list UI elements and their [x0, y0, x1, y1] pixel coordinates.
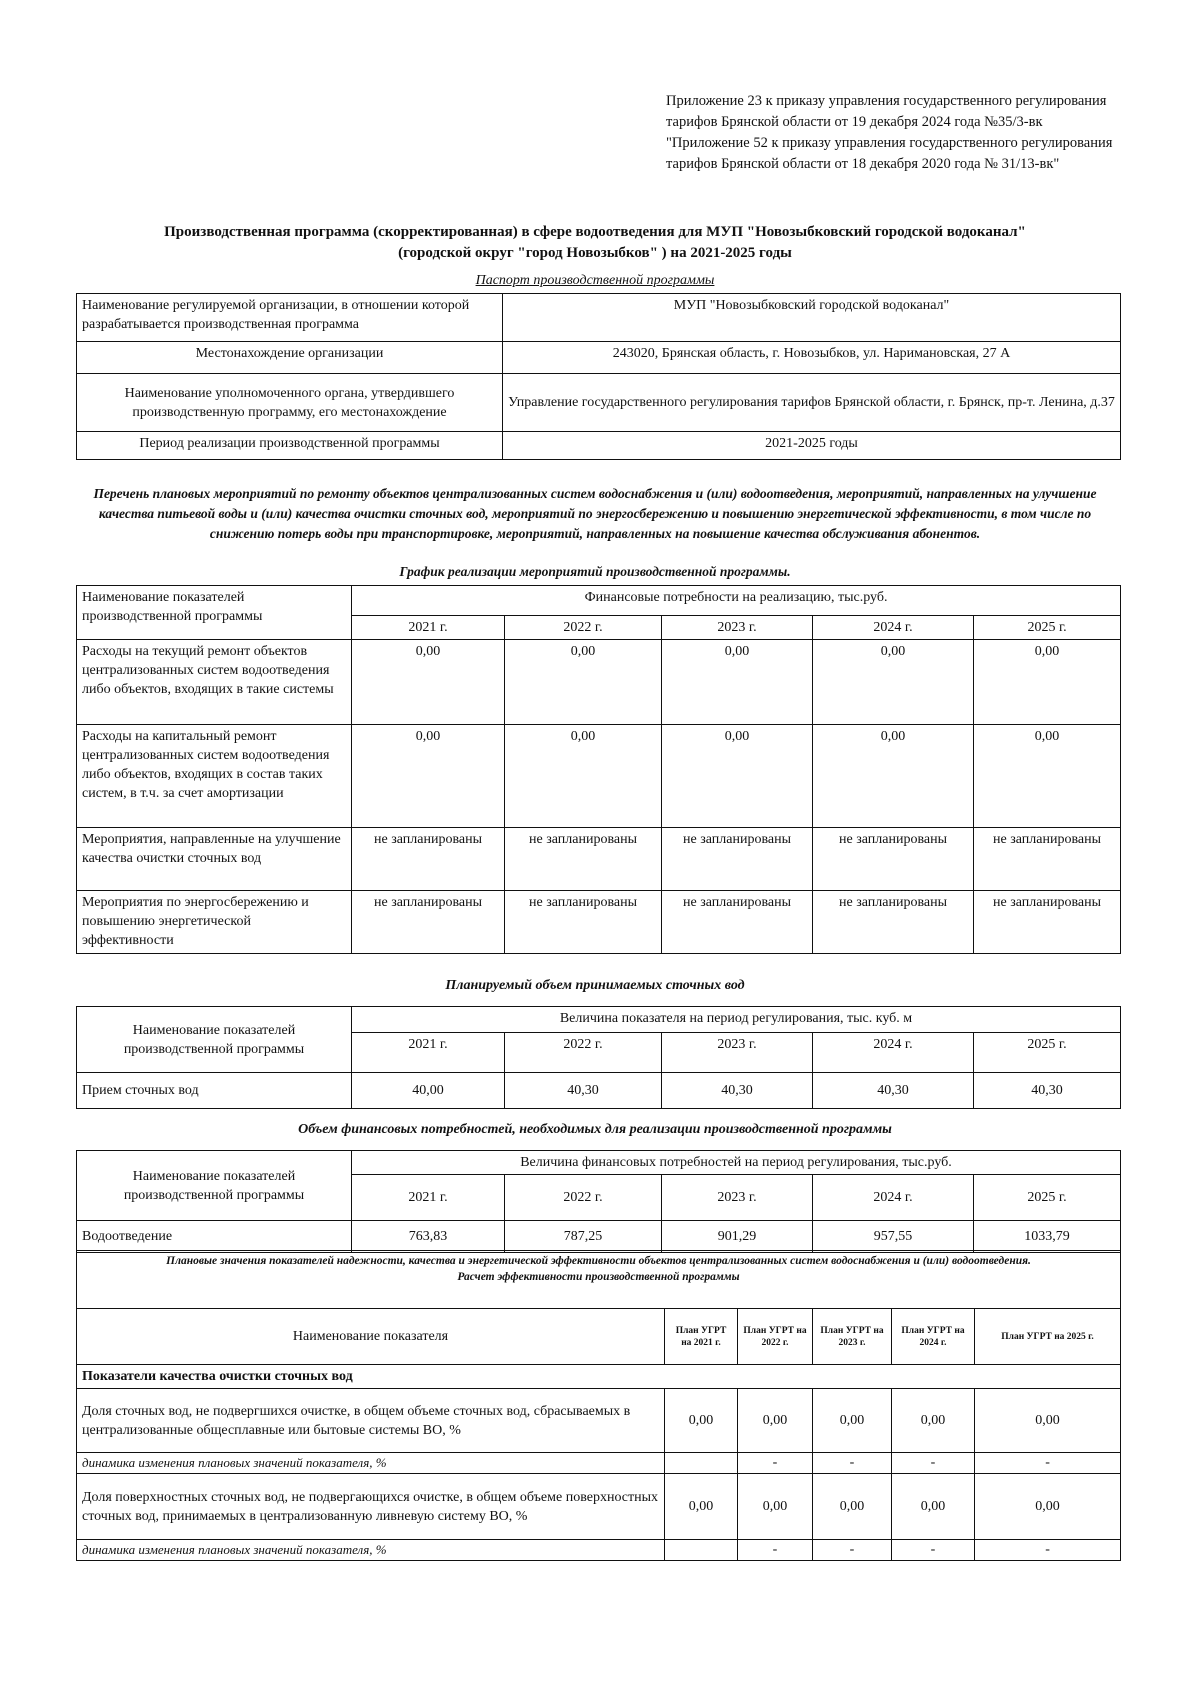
year-header: 2024 г.: [813, 1175, 974, 1221]
cell-value: 0,00: [813, 1389, 892, 1453]
cell-value: 0,00: [974, 725, 1121, 828]
cell-value: не запланированы: [662, 891, 813, 954]
header-block: [666, 91, 1126, 175]
cell-value: 0,00: [813, 725, 974, 828]
cell-value: 763,83: [352, 1221, 505, 1253]
cell-value: [665, 1540, 738, 1561]
cell-value: 0,00: [974, 640, 1121, 725]
schedule-head-group: Финансовые потребности на реализацию, тыс.руб.: [352, 586, 1121, 616]
plan-column-header: План УГРТ на 2023 г.: [813, 1309, 892, 1365]
efficiency-table: [76, 1250, 1121, 1561]
passport-label: Наименование уполномоченного органа, утвердившего производственную программу, его местонахождение: [77, 374, 503, 432]
dynamics-label: динамика изменения плановых значений показателя, %: [77, 1453, 665, 1474]
cell-value: не запланированы: [974, 828, 1121, 891]
cell-value: -: [813, 1453, 892, 1474]
schedule-caption: График реализации мероприятий производственной программы.: [399, 564, 791, 579]
dynamics-label: динамика изменения плановых значений показателя, %: [77, 1540, 665, 1561]
cell-value: [665, 1453, 738, 1474]
cell-value: 40,30: [974, 1073, 1121, 1109]
cell-value: не запланированы: [662, 828, 813, 891]
volume-caption: Планируемый объем принимаемых сточных вод: [445, 978, 745, 993]
year-header: 2024 г.: [813, 616, 974, 640]
year-header: 2025 г.: [974, 1033, 1121, 1073]
cell-value: -: [813, 1540, 892, 1561]
row-label: Расходы на текущий ремонт объектов централизованных систем водоотведения либо объектов, входящих в такие системы: [77, 640, 352, 725]
cell-value: 0,00: [892, 1474, 975, 1540]
cell-value: -: [738, 1453, 813, 1474]
cell-value: 0,00: [813, 640, 974, 725]
passport-value: 2021-2025 годы: [503, 432, 1121, 460]
cell-value: 901,29: [662, 1221, 813, 1253]
efficiency-head-label: Наименование показателя: [77, 1309, 665, 1365]
cell-value: 0,00: [665, 1474, 738, 1540]
cell-value: не запланированы: [813, 891, 974, 954]
measures-caption: Перечень плановых мероприятий по ремонту объектов централизованных систем водоснабжения и (или) водоотведения, мероприятий, направленных на улучшение качества питьевой воды и (или) качества очистки сточных вод, мероприятий по энергосбережению и повышению энергетической эффективности, в том числе по снижению потерь воды при транспортировке, мероприятий, направленных на повышение качества обслуживания абонентов.: [93, 486, 1097, 541]
passport-table: [76, 293, 1121, 460]
passport-label: Местонахождение организации: [77, 342, 503, 374]
cell-value: 0,00: [352, 640, 505, 725]
volume-head-group: Величина показателя на период регулирования, тыс. куб. м: [352, 1007, 1121, 1033]
cell-value: не запланированы: [505, 828, 662, 891]
passport-value: 243020, Брянская область, г. Новозыбков, ул. Наримановская, 27 А: [503, 342, 1121, 374]
cell-value: -: [738, 1540, 813, 1561]
plan-column-header: План УГРТ на 2024 г.: [892, 1309, 975, 1365]
cell-value: -: [892, 1540, 975, 1561]
cell-value: 957,55: [813, 1221, 974, 1253]
cell-value: 1033,79: [974, 1221, 1121, 1253]
volume-head-label: Наименование показателей производственной программы: [77, 1007, 352, 1073]
schedule-table: [76, 585, 1121, 954]
cell-value: не запланированы: [505, 891, 662, 954]
schedule-head-label: Наименование показателей производственной программы: [77, 586, 352, 640]
passport-label: Период реализации производственной программы: [77, 432, 503, 460]
year-header: 2022 г.: [505, 1175, 662, 1221]
cell-value: 0,00: [662, 640, 813, 725]
finance-head-group: Величина финансовых потребностей на период регулирования, тыс.руб.: [352, 1151, 1121, 1175]
row-label: Водоотведение: [77, 1221, 352, 1253]
cell-value: не запланированы: [813, 828, 974, 891]
cell-value: 0,00: [505, 725, 662, 828]
cell-value: не запланированы: [352, 891, 505, 954]
row-label: Мероприятия, направленные на улучшение качества очистки сточных вод: [77, 828, 352, 891]
cell-value: 0,00: [352, 725, 505, 828]
cell-value: 40,00: [352, 1073, 505, 1109]
cell-value: 0,00: [738, 1389, 813, 1453]
title-line-2: (городской округ "город Новозыбков" ) на 2021-2025 годы: [398, 245, 792, 261]
cell-value: 0,00: [662, 725, 813, 828]
cell-value: 0,00: [975, 1474, 1121, 1540]
cell-value: не запланированы: [974, 891, 1121, 954]
year-header: 2023 г.: [662, 616, 813, 640]
row-label: Доля сточных вод, не подвергшихся очистке, в общем объеме сточных вод, сбрасываемых в централизованные общесплавные или бытовые системы ВО, %: [77, 1389, 665, 1453]
cell-value: не запланированы: [352, 828, 505, 891]
cell-value: -: [975, 1540, 1121, 1561]
cell-value: 0,00: [975, 1389, 1121, 1453]
row-label: Расходы на капитальный ремонт централизованных систем водоотведения либо объектов, входящих в состав таких систем, в т.ч. за счет амортизации: [77, 725, 352, 828]
cell-value: 0,00: [892, 1389, 975, 1453]
cell-value: 787,25: [505, 1221, 662, 1253]
year-header: 2021 г.: [352, 616, 505, 640]
cell-value: 40,30: [813, 1073, 974, 1109]
cell-value: 40,30: [505, 1073, 662, 1109]
year-header: 2021 г.: [352, 1175, 505, 1221]
volume-table: [76, 1006, 1121, 1109]
row-label: Мероприятия по энергосбережению и повышению энергетической эффективности: [77, 891, 352, 954]
title-line-1: Производственная программа (скорректированная) в сфере водоотведения для МУП "Новозыбковский городской водоканал": [164, 224, 1026, 240]
cell-value: -: [975, 1453, 1121, 1474]
section-header: Показатели качества очистки сточных вод: [77, 1365, 1121, 1389]
row-label: Прием сточных вод: [77, 1073, 352, 1109]
efficiency-caption-2: Расчет эффективности производственной программы: [457, 1271, 740, 1283]
year-header: 2022 г.: [505, 1033, 662, 1073]
plan-column-header: План УГРТ на 2022 г.: [738, 1309, 813, 1365]
cell-value: -: [892, 1453, 975, 1474]
year-header: 2023 г.: [662, 1033, 813, 1073]
cell-value: 0,00: [738, 1474, 813, 1540]
finance-table: [76, 1150, 1121, 1253]
passport-value: Управление государственного регулирования тарифов Брянской области, г. Брянск, пр-т. Ленина, д.37: [503, 374, 1121, 432]
header-line-2: "Приложение 52 к приказу управления государственного регулирования тарифов Брянской области от 18 декабря 2020 года № 31/13-вк": [666, 135, 1113, 172]
passport-caption: Паспорт производственной программы: [475, 273, 715, 288]
cell-value: 0,00: [813, 1474, 892, 1540]
passport-label: Наименование регулируемой организации, в отношении которой разрабатывается производственная программа: [77, 294, 503, 342]
efficiency-caption: [77, 1251, 1121, 1309]
year-header: 2021 г.: [352, 1033, 505, 1073]
plan-column-header: План УГРТ на 2025 г.: [975, 1309, 1121, 1365]
finance-head-label: Наименование показателей производственной программы: [77, 1151, 352, 1221]
cell-value: 40,30: [662, 1073, 813, 1109]
year-header: 2022 г.: [505, 616, 662, 640]
year-header: 2025 г.: [974, 616, 1121, 640]
year-header: 2023 г.: [662, 1175, 813, 1221]
document-title: [70, 222, 1120, 264]
efficiency-caption-1: Плановые значения показателей надежности, качества и энергетической эффективности объектов централизованных систем водоснабжения и (или) водоотведения.: [166, 1255, 1031, 1267]
passport-value: МУП "Новозыбковский городской водоканал": [503, 294, 1121, 342]
plan-column-header: План УГРТ на 2021 г.: [665, 1309, 738, 1365]
finance-caption: Объем финансовых потребностей, необходимых для реализации производственной программы: [298, 1122, 892, 1137]
year-header: 2024 г.: [813, 1033, 974, 1073]
cell-value: 0,00: [665, 1389, 738, 1453]
header-line-1: Приложение 23 к приказу управления государственного регулирования тарифов Брянской области от 19 декабря 2024 года №35/3-вк: [666, 93, 1107, 130]
cell-value: 0,00: [505, 640, 662, 725]
row-label: Доля поверхностных сточных вод, не подвергающихся очистке, в общем объеме поверхностных сточных вод, принимаемых в централизованную ливневую систему ВО, %: [77, 1474, 665, 1540]
year-header: 2025 г.: [974, 1175, 1121, 1221]
